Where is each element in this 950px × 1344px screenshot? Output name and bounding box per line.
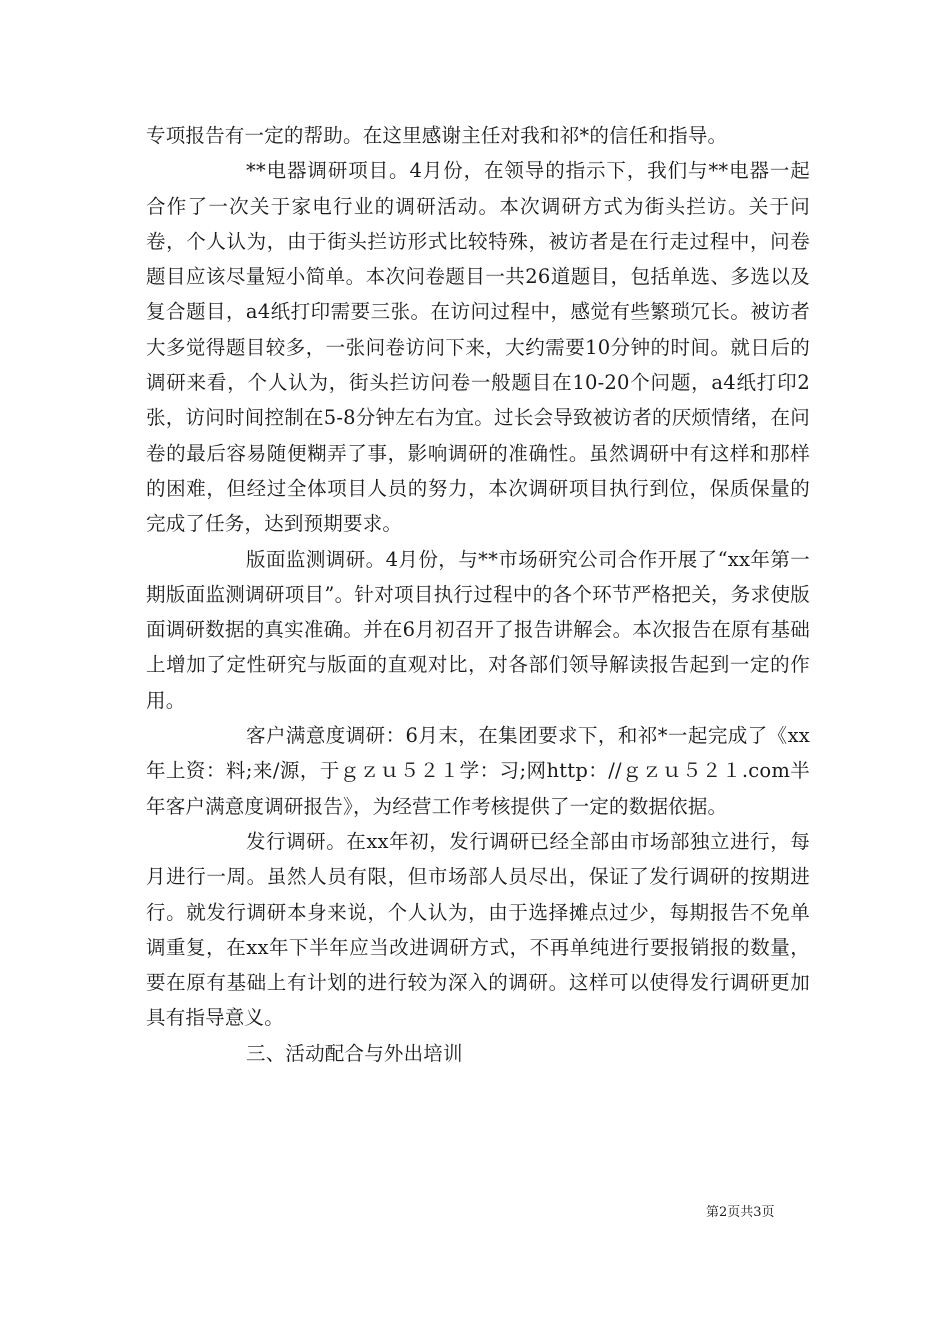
paragraph-continuation: 专项报告有一定的帮助。在这里感谢主任对我和祁*的信任和指导。 (146, 124, 728, 147)
paragraph-distribution-survey: 发行调研。在xx年初，发行调研已经全部由市场部独立进行，每月进行一周。虽然人员有限，但市场部人员尽出，保证了发行调研的按期进行。就发行调研本身来说，个人认为，由于选择摊点过少，每期报告不免单调重复，在xx年下半年应当改进调研方式，不再单纯进行要报销报的数量，要在原有基础上有计划的进行较为深入的调研。这样可以使得发行调研更加具有指导意义。 (146, 829, 810, 1030)
paragraph-layout-monitoring: 版面监测调研。4月份，与**市场研究公司合作开展了“xx年第一期版面监测调研项目”。针对项目执行过程中的各个环节严格把关，务求使版面调研数据的真实准确。并在6月初召开了报告讲解会。本次报告在原有基础上增加了定性研究与版面的直观对比，对各部们领导解读报告起到一定的作用。 (146, 547, 810, 712)
paragraph-customer-satisfaction: 客户满意度调研：6月末，在集团要求下，和祁*一起完成了《xx年上资：料;来/源，于ｇｚｕ５２１学：习;网http：//ｇｚｕ５２１.com半年客户满意度调研报告》，为经营工作考核提供了一定的数据依据。 (146, 724, 810, 818)
paragraph-appliance-survey: **电器调研项目。4月份，在领导的指示下，我们与**电器一起合作了一次关于家电行业的调研活动。本次调研方式为街头拦访。关于问卷，个人认为，由于街头拦访形式比较特殊，被访者是在行走过程中，问卷题目应该尽量短小简单。本次问卷题目一共26道题目，包括单选、多选以及复合题目，a4纸打印需要三张。在访问过程中，感觉有些繁琐冗长。被访者大多觉得题目较多，一张问卷访问下来，大约需要10分钟的时间。就日后的调研来看，个人认为，街头拦访问卷一般题目在10-20个问题，a4纸打印2张，访问时间控制在5-8分钟左右为宜。过长会导致被访者的厌烦情绪，在问卷的最后容易随便糊弄了事，影响调研的准确性。虽然调研中有这样和那样的困难，但经过全体项目人员的努力，本次调研项目执行到位，保质保量的完成了任务，达到预期要求。 (146, 159, 810, 536)
page-number-footer: 第2页共3页 (706, 1205, 775, 1220)
section-heading-activities-training: 三、活动配合与外出培训 (246, 1041, 463, 1065)
document-body (146, 118, 810, 1071)
